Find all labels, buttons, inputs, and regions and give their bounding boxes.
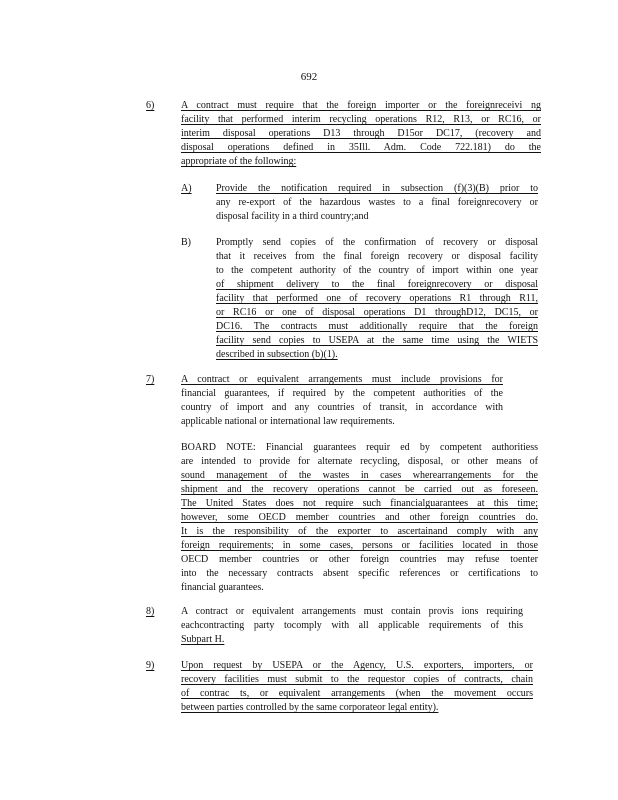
page-number: 692 — [300, 71, 318, 83]
text-line: facility that performed interim recycling operations R12, R13, or RC16, or — [181, 114, 541, 125]
paragraph-text — [181, 605, 523, 647]
text-line: to the competent authority of the country of import within one year — [216, 265, 538, 276]
text-line: appropriate of the following: — [181, 156, 297, 167]
text-line: recovery facilities must submit to the requestor copies of contracts, chain — [181, 674, 533, 685]
item-number: 7) — [146, 374, 155, 385]
text-line: The United States does not require such financialguarantees at this time; — [181, 498, 538, 509]
paragraph-text — [181, 99, 541, 169]
paragraph-text — [181, 659, 533, 715]
item-number: 6) — [146, 100, 155, 111]
text-line: disposal facility in a third country;and — [216, 211, 369, 222]
text-line: OECD member countries or other foreign countries may refuse toenter — [181, 554, 538, 565]
item-number: 9) — [146, 660, 155, 671]
text-line: country of import and any countries of transit, in accordance with — [181, 402, 503, 413]
text-line: Subpart H. — [181, 634, 225, 645]
text-line: facility send copies to USEPA at the same time using the WIETS — [216, 335, 538, 346]
text-line: disposal operations defined in 35Ill. Adm. Code 722.181) do the — [181, 142, 541, 153]
text-line: any re-export of the hazardous wastes to a final foreignrecovery or — [216, 197, 538, 208]
text-line: Upon request by USEPA or the Agency, U.S. exporters, importers, or — [181, 660, 533, 671]
text-line: described in subsection (b)(1). — [216, 349, 338, 360]
text-line: Provide the notification required in subsection (f)(3)(B) prior to — [216, 183, 538, 194]
note-text — [181, 441, 538, 595]
text-line: however, some OECD member countries and other foreign countries do. — [181, 512, 538, 523]
text-line: A contract must require that the foreign importer or the foreignreceivi ng — [181, 100, 541, 111]
text-line: between parties controlled by the same corporateor legal entity). — [181, 702, 439, 713]
text-line: A contract or equivalent arrangements must include provisions for — [181, 374, 503, 385]
paragraph-text — [216, 182, 538, 224]
text-line: BOARD NOTE: Financial guarantees requir ed by competent authoritiess — [181, 442, 538, 453]
item-number: A) — [181, 183, 192, 194]
text-line: Promptly send copies of the confirmation of recovery or disposal — [216, 237, 538, 248]
text-line: or RC16 or one of disposal operations D1 throughD12, DC15, or — [216, 307, 538, 318]
text-line: eachcontracting party tocomply with all applicable requirements of this — [181, 620, 523, 631]
item-number: 8) — [146, 606, 155, 617]
text-line: applicable national or international law requirements. — [181, 416, 395, 427]
text-line: interim disposal operations D13 through D15or DC17, (recovery and — [181, 128, 541, 139]
text-line: shipment and the recovery operations cannot be carried out as foreseen. — [181, 484, 538, 495]
text-line: of shipment delivery to the final foreignrecovery or disposal — [216, 279, 538, 290]
text-line: A contract or equivalent arrangements must contain provis ions requiring — [181, 606, 523, 617]
paragraph-text — [216, 236, 538, 362]
text-line: financial guarantees. — [181, 582, 264, 593]
text-line: sound management of the wastes in cases wherearrangements for the — [181, 470, 538, 481]
paragraph-text — [181, 373, 503, 429]
text-line: are intended to provide for alternate recycling, disposal, or other means of — [181, 456, 538, 467]
item-number: B) — [181, 237, 191, 248]
text-line: of contrac ts, or equivalent arrangements (when the movement occurs — [181, 688, 533, 699]
text-line: DC16. The contracts must additionally require that the foreign — [216, 321, 538, 332]
text-line: facility that performed one of recovery operations R1 through R11, — [216, 293, 538, 304]
text-line: into the necessary contracts absent specific references or certifications to — [181, 568, 538, 579]
text-line: It is the responsibility of the exporter to ascertainand comply with any — [181, 526, 538, 537]
text-line: that it receives from the final foreign recovery or disposal facility — [216, 251, 538, 262]
text-line: foreign requirements; in some cases, persons or facilities located in those — [181, 540, 538, 551]
text-line: financial guarantees, if required by the competent authorities of the — [181, 388, 503, 399]
